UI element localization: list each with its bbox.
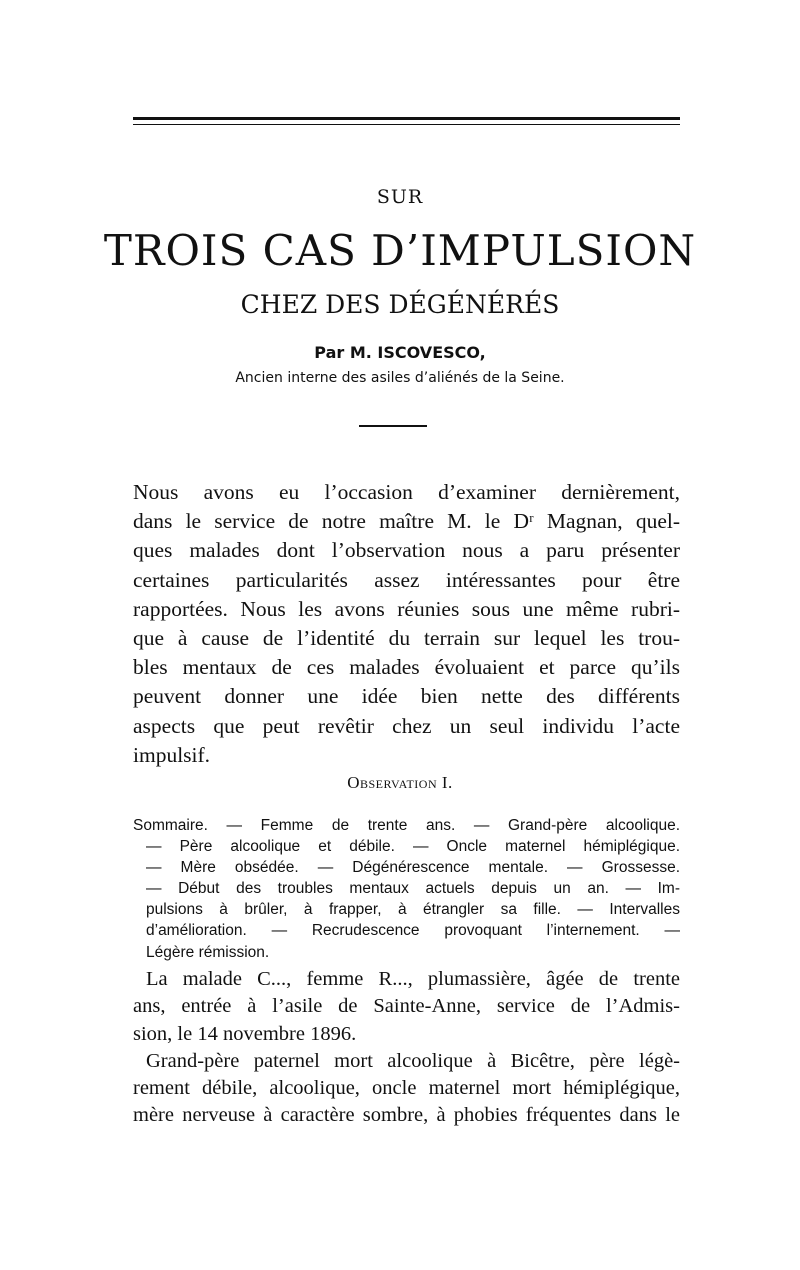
author-name: M. ISCOVESCO,	[349, 343, 486, 362]
text-line: peuvent donner une idée bien nette des différents	[133, 684, 680, 709]
text-line: sion, le 14 novembre 1896.	[133, 1022, 357, 1045]
summary-line: pulsions à brûler, à frapper, à étrangler sa fille. — Intervalles	[146, 901, 680, 919]
section-divider	[359, 425, 427, 427]
author-prefix: Par	[314, 343, 345, 362]
text-line: aspects que peut revêtir chez un seul individu l’acte	[133, 713, 680, 738]
text-line: rement débile, alcoolique, oncle maternel mort hémiplégique,	[133, 1077, 680, 1100]
text-line: certaines particularités assez intéressantes pour être	[133, 567, 680, 592]
observation-heading: Observation I.	[347, 773, 453, 792]
text-line: La malade C..., femme R..., plumassière, âgée de trente	[146, 968, 680, 990]
summary-line: — Mère obsédée. — Dégénérescence mentale. — Grossesse.	[146, 859, 680, 877]
article-title: TROIS CAS D’IMPULSION	[103, 226, 697, 275]
text-line: Nous avons eu l’occasion d’examiner dernièrement,	[133, 480, 680, 504]
text-line: que à cause de l’identité du terrain sur lequel les trou-	[133, 625, 680, 650]
intro-paragraph	[133, 478, 680, 770]
header-double-rule-thick	[133, 117, 680, 120]
summary-line: Sommaire. — Femme de trente ans. — Grand-père alcoolique.	[133, 817, 680, 834]
text-line: ques malades dont l’observation nous a paru présenter	[133, 538, 680, 563]
text-line: bles mentaux de ces malades évoluaient et parce qu’ils	[133, 655, 680, 680]
title-preposition: SUR	[376, 186, 424, 208]
summary-line: d’amélioration. — Recrudescence provoquant l’internement. —	[146, 922, 680, 940]
text-line: impulsif.	[133, 742, 211, 767]
observation-summary	[133, 815, 680, 963]
case-paragraph	[133, 966, 680, 1130]
author-affiliation: Ancien interne des asiles d’aliénés de la Seine.	[235, 370, 565, 386]
summary-line: — Père alcoolique et débile. — Oncle maternel hémiplégique.	[146, 838, 680, 856]
text-line: ans, entrée à l’asile de Sainte-Anne, service de l’Admis-	[133, 995, 680, 1018]
header-double-rule-thin	[133, 124, 680, 125]
text-line: Grand-père paternel mort alcoolique à Bicêtre, père légè-	[146, 1049, 680, 1072]
text-line: mère nerveuse à caractère sombre, à phobies fréquentes dans le	[133, 1104, 680, 1127]
author-line	[0, 343, 800, 362]
article-subtitle: CHEZ DES DÉGÉNÉRÉS	[240, 290, 560, 319]
text-line: rapportées. Nous les avons réunies sous une même rubri-	[133, 596, 680, 621]
summary-line: — Début des troubles mentaux actuels depuis un an. — Im-	[146, 880, 680, 898]
text-line: dans le service de notre maître M. le Dʳ Magnan, quel-	[133, 509, 680, 534]
summary-line: Légère rémission.	[146, 943, 270, 961]
